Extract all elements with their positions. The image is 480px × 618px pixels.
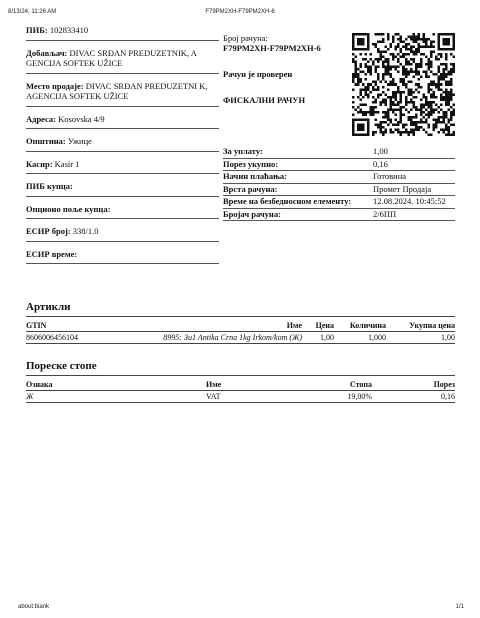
field-esir-number <box>26 225 219 242</box>
print-url: about:blank <box>18 604 50 610</box>
col-price: Цена <box>315 321 334 330</box>
totals-value: 12.08.2024. 10:45:52 <box>373 196 446 206</box>
cell-total: 1,00 <box>441 333 455 342</box>
totals-label: За уплату: <box>223 146 263 156</box>
field-buyer-pib <box>26 180 219 197</box>
totals-label: Врста рачуна: <box>223 183 278 194</box>
cell-name: VAT <box>206 392 221 401</box>
col-gtin: GTIN <box>26 321 47 330</box>
cell-price: 1,00 <box>320 333 334 342</box>
totals-row-receipt-type <box>223 184 455 197</box>
totals-label: Време на безбедносном елементу: <box>223 196 352 206</box>
totals-row-payment-method <box>223 171 455 184</box>
cell-gtin: 8606006456104 <box>26 333 78 342</box>
totals-row-secure-time <box>223 196 455 209</box>
receipt-info <box>223 33 343 105</box>
field-label: Касир: <box>26 158 53 169</box>
totals-label: Начин плаћања: <box>223 171 287 181</box>
field-value: Kosovska 4/9 <box>58 113 105 124</box>
totals-value: 2/6ПП <box>373 208 397 219</box>
articles-divider <box>26 316 455 317</box>
print-datetime: 8/13/24, 11:26 AM <box>8 9 57 15</box>
col-quantity: Количина <box>349 321 386 330</box>
field-label: ПИБ: <box>26 25 48 35</box>
totals-row-tax <box>223 159 455 172</box>
totals-row-payable <box>223 146 455 159</box>
field-value: DIVAC SRĐAN PREDUZETNI K, AGENCIJA SOFTEK UŽICE <box>26 80 208 101</box>
field-label: Место продаје: <box>26 80 84 91</box>
field-value: DIVAC SRĐAN PREDUZETNIK, A GENCIJA SOFTEK UŽICE <box>26 47 197 68</box>
col-total: Укупна цена <box>409 321 455 330</box>
articles-table <box>26 320 455 344</box>
articles-title: Артикли <box>26 301 71 313</box>
taxes-table <box>26 379 455 403</box>
field-value: 102833410 <box>49 25 89 35</box>
table-row <box>26 332 455 344</box>
field-place-of-sale <box>26 80 219 107</box>
col-rate: Стопа <box>349 380 372 389</box>
totals-value: Готовина <box>373 171 407 181</box>
print-page-number: 1/1 <box>455 604 464 610</box>
field-value: 338/1.0 <box>72 226 99 236</box>
receipt-number-label: Број рачуна: <box>223 33 268 43</box>
totals-label: Порез укупно: <box>223 158 279 169</box>
field-value: Kasir 1 <box>54 158 80 169</box>
receipt-verified: Рачун је проверен <box>223 69 293 79</box>
totals-table <box>223 146 455 221</box>
totals-row-counter <box>223 209 455 222</box>
field-label: Опционо поље купца: <box>26 203 111 214</box>
field-supplier <box>26 47 219 74</box>
cell-name: 8995: 3u1 Antika Crna 1kg Irkom/kom (Ж) <box>163 333 302 342</box>
field-label: ЕСИР време: <box>26 248 78 259</box>
col-name: Име <box>206 380 222 389</box>
field-address <box>26 113 219 130</box>
cell-label: Ж <box>26 392 34 401</box>
print-title: F79PM2XH-F79PM2XH-6 <box>205 9 275 15</box>
col-label: Ознака <box>26 380 53 389</box>
cell-quantity: 1,000 <box>368 333 386 342</box>
field-label: Адреса: <box>26 113 56 124</box>
field-label: Добављач: <box>26 47 68 58</box>
cell-rate: 19,00% <box>347 392 372 401</box>
field-label: ЕСИР број: <box>26 226 71 236</box>
field-value: Ужице <box>67 136 92 146</box>
totals-value: 1,00 <box>373 146 388 156</box>
totals-value: Промет Продаја <box>373 183 432 194</box>
taxes-divider <box>26 375 455 376</box>
field-label: ПИБ купца: <box>26 181 73 191</box>
taxes-header-row <box>26 379 455 391</box>
field-cashier <box>26 158 219 175</box>
receipt-fields <box>26 24 219 270</box>
receipt-type-title: ФИСКАЛНИ РАЧУН <box>223 95 306 105</box>
field-buyer-optional <box>26 203 219 220</box>
totals-value: 0,16 <box>373 158 388 169</box>
table-row <box>26 391 455 403</box>
field-label: Општина: <box>26 136 66 146</box>
field-municipality <box>26 135 219 152</box>
cell-tax: 0,16 <box>441 392 455 401</box>
receipt-number: F79PM2XH-F79PM2XH-6 <box>223 43 321 53</box>
totals-label: Бројач рачуна: <box>223 208 281 219</box>
taxes-title: Пореске стопе <box>26 360 97 372</box>
field-pib <box>26 24 219 41</box>
col-name: Име <box>286 321 302 330</box>
col-tax: Порез <box>433 380 455 389</box>
field-esir-time <box>26 248 219 265</box>
qr-code <box>352 33 455 136</box>
articles-header-row <box>26 320 455 332</box>
